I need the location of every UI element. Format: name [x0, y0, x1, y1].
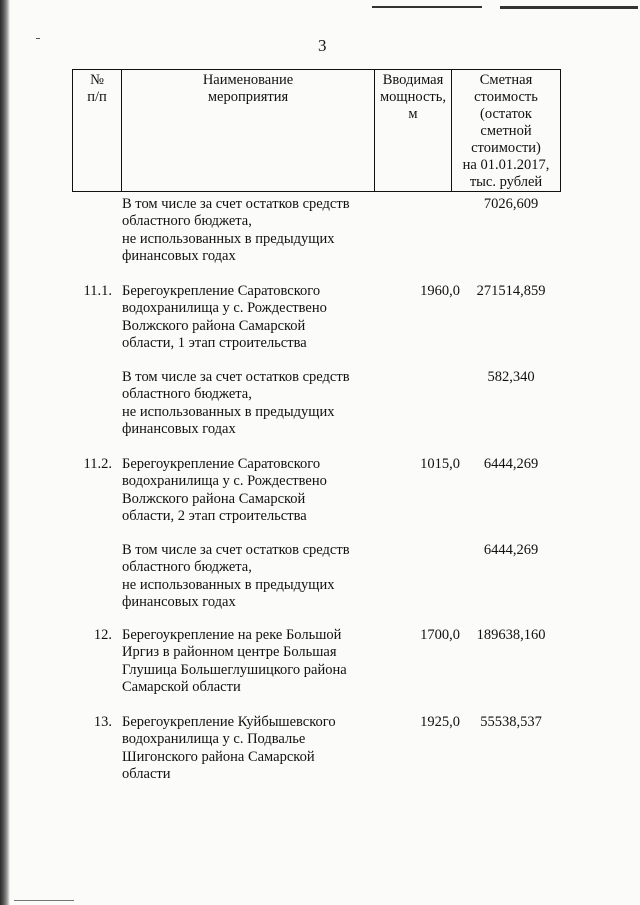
- header-line: (остаток: [480, 106, 532, 122]
- header-line: №: [90, 72, 104, 88]
- row-number: 11.2.: [83, 456, 112, 472]
- row-name-line: Берегоукрепление Куйбышевского: [122, 714, 336, 730]
- scan-artifact-line: [14, 900, 74, 901]
- row-name-line: Берегоукрепление Саратовского: [122, 283, 321, 299]
- row-name-line: Самарской области: [122, 679, 241, 696]
- row-name-line: Берегоукрепление Саратовского: [122, 456, 321, 472]
- row-name-line: В том числе за счет остатков средств: [122, 196, 350, 212]
- row-name-line: Волжского района Самарской: [122, 317, 306, 334]
- row-power: 1700,0: [420, 627, 460, 643]
- row-name-line: области, 2 этап строительства: [122, 508, 307, 525]
- scan-shadow-edge: [0, 0, 10, 905]
- header-line: стоимости): [471, 140, 541, 156]
- row-cost: 271514,859: [476, 283, 546, 299]
- row-power: 1015,0: [420, 456, 460, 472]
- row-name-line: финансовых годах: [122, 421, 236, 438]
- row-cost: 6444,269: [483, 456, 539, 472]
- row-name-line: финансовых годах: [122, 248, 236, 265]
- row-name-line: не использованных в предыдущих: [122, 403, 335, 420]
- header-line: на 01.01.2017,: [462, 157, 550, 173]
- row-name-line: Иргиз в районном центре Большая: [122, 644, 337, 661]
- scan-artifact-line: [500, 6, 638, 9]
- row-name-line: В том числе за счет остатков средств: [122, 369, 350, 385]
- row-name-line: не использованных в предыдущих: [122, 230, 335, 247]
- row-name-line: области: [122, 766, 171, 783]
- header-line: Сметная: [479, 72, 533, 88]
- header-line: Наименование: [202, 72, 294, 88]
- row-name-line: Волжского района Самарской: [122, 490, 306, 507]
- row-name-line: водохранилища у с. Рождествено: [122, 473, 327, 490]
- row-name: [122, 542, 382, 612]
- header-line: тыс. рублей: [469, 174, 543, 190]
- header-power: [375, 70, 452, 192]
- scan-artifact-mark: [36, 38, 40, 39]
- row-name-line: финансовых годах: [122, 594, 236, 611]
- row-name-line: водохранилища у с. Подвалье: [122, 731, 306, 748]
- row-name: [122, 627, 382, 697]
- scan-artifact-line: [372, 6, 482, 8]
- row-number: 13.: [93, 714, 112, 730]
- row-name: [122, 369, 382, 439]
- row-name-line: водохранилища у с. Рождествено: [122, 300, 327, 317]
- row-name: [122, 196, 382, 266]
- row-power: 1925,0: [420, 714, 460, 730]
- header-line: п/п: [87, 89, 107, 105]
- row-name: [122, 714, 382, 784]
- page-number: 3: [318, 36, 327, 55]
- row-name: [122, 456, 382, 526]
- row-name-line: области, 1 этап строительства: [122, 335, 307, 352]
- header-line: м: [408, 106, 418, 122]
- row-name-line: областного бюджета,: [122, 386, 252, 403]
- row-name-line: не использованных в предыдущих: [122, 576, 335, 593]
- row-name: [122, 283, 382, 353]
- header-line: стоимость: [474, 89, 538, 105]
- header-line: Вводимая: [382, 72, 444, 88]
- row-name-line: Шигонского района Самарской: [122, 748, 315, 765]
- row-power: 1960,0: [420, 283, 460, 299]
- header-cost: [452, 70, 561, 192]
- row-name-line: Берегоукрепление на реке Большой: [122, 627, 342, 643]
- row-number: 11.1.: [83, 283, 112, 299]
- row-name-line: областного бюджета,: [122, 213, 252, 230]
- table-header: [72, 69, 561, 192]
- row-name-line: Глушица Большеглушицкого района: [122, 661, 347, 678]
- header-name: [122, 70, 375, 192]
- row-name-line: В том числе за счет остатков средств: [122, 542, 350, 558]
- header-line: сметной: [480, 123, 532, 139]
- row-cost: 7026,609: [483, 196, 539, 212]
- row-cost: 189638,160: [476, 627, 546, 643]
- row-cost: 582,340: [487, 369, 535, 385]
- header-line: мощность,: [380, 89, 446, 105]
- row-number: 12.: [93, 627, 112, 643]
- row-cost: 6444,269: [483, 542, 539, 558]
- header-number: [73, 70, 122, 192]
- header-line: мероприятия: [207, 89, 289, 105]
- row-name-line: областного бюджета,: [122, 559, 252, 576]
- row-cost: 55538,537: [480, 714, 542, 730]
